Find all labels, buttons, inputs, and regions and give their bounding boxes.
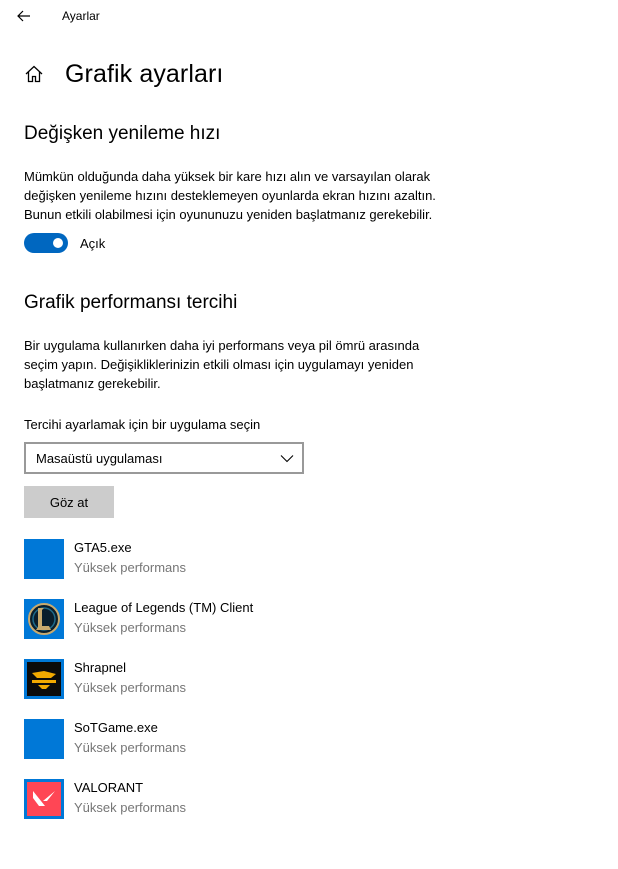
app-preference: Yüksek performans xyxy=(74,800,186,815)
app-list-item-shrapnel[interactable] xyxy=(24,659,464,703)
vrr-toggle-label: Açık xyxy=(80,235,106,251)
vrr-toggle-row xyxy=(24,232,105,254)
app-list-item-valorant[interactable] xyxy=(24,779,464,823)
league-of-legends-icon xyxy=(24,599,64,639)
vrr-description xyxy=(24,167,484,224)
vrr-description-line: Mümkün olduğunda daha yüksek bir kare hızı alın ve varsayılan olarak xyxy=(24,169,431,184)
app-name: SoTGame.exe xyxy=(74,720,158,735)
app-list-item-sotgame[interactable] xyxy=(24,719,464,763)
app-name: Shrapnel xyxy=(74,660,127,675)
title-bar xyxy=(0,0,618,34)
browse-button[interactable]: Göz at xyxy=(24,486,114,518)
app-list-item-league[interactable] xyxy=(24,599,464,643)
app-type-label: Tercihi ayarlamak için bir uygulama seçin xyxy=(24,417,261,432)
chevron-down-icon xyxy=(280,451,294,465)
app-default-icon xyxy=(24,539,64,579)
page-title: Grafik ayarları xyxy=(65,59,224,88)
toggle-knob xyxy=(53,238,63,248)
valorant-icon xyxy=(24,779,64,819)
app-list-item-gta5[interactable] xyxy=(24,539,464,583)
perf-description-line: seçim yapın. Değişikliklerinizin etkili olması için uygulamayı yeniden xyxy=(24,357,414,372)
vrr-description-line: Bunun etkili olabilmesi için oyununuzu yeniden başlatmanız gerekebilir. xyxy=(24,207,433,222)
perf-description-line: Bir uygulama kullanırken daha iyi performans veya pil ömrü arasında xyxy=(24,338,420,353)
app-name: League of Legends (TM) Client xyxy=(74,600,254,615)
app-preference: Yüksek performans xyxy=(74,680,186,695)
app-type-value: Masaüstü uygulaması xyxy=(36,451,163,466)
app-type-dropdown[interactable] xyxy=(24,442,304,474)
window-title: Ayarlar xyxy=(62,9,100,23)
perf-description xyxy=(24,336,484,393)
back-button[interactable] xyxy=(10,4,38,28)
app-preference: Yüksek performans xyxy=(74,620,186,635)
vrr-section-title: Değişken yenileme hızı xyxy=(24,123,221,144)
home-icon[interactable] xyxy=(22,62,46,86)
vrr-description-line: değişken yenileme hızını desteklemeyen oyunlarda ekran hızını azaltın. xyxy=(24,188,436,203)
shrapnel-icon xyxy=(24,659,64,699)
app-preference: Yüksek performans xyxy=(74,560,186,575)
app-name: VALORANT xyxy=(74,780,144,795)
back-arrow-icon xyxy=(17,10,31,22)
perf-section-title: Grafik performansı tercihi xyxy=(24,292,238,313)
app-name: GTA5.exe xyxy=(74,540,132,555)
perf-description-line: başlatmanız gerekebilir. xyxy=(24,376,161,391)
page-header xyxy=(22,56,223,92)
app-default-icon xyxy=(24,719,64,759)
vrr-toggle[interactable] xyxy=(24,233,68,253)
app-preference: Yüksek performans xyxy=(74,740,186,755)
